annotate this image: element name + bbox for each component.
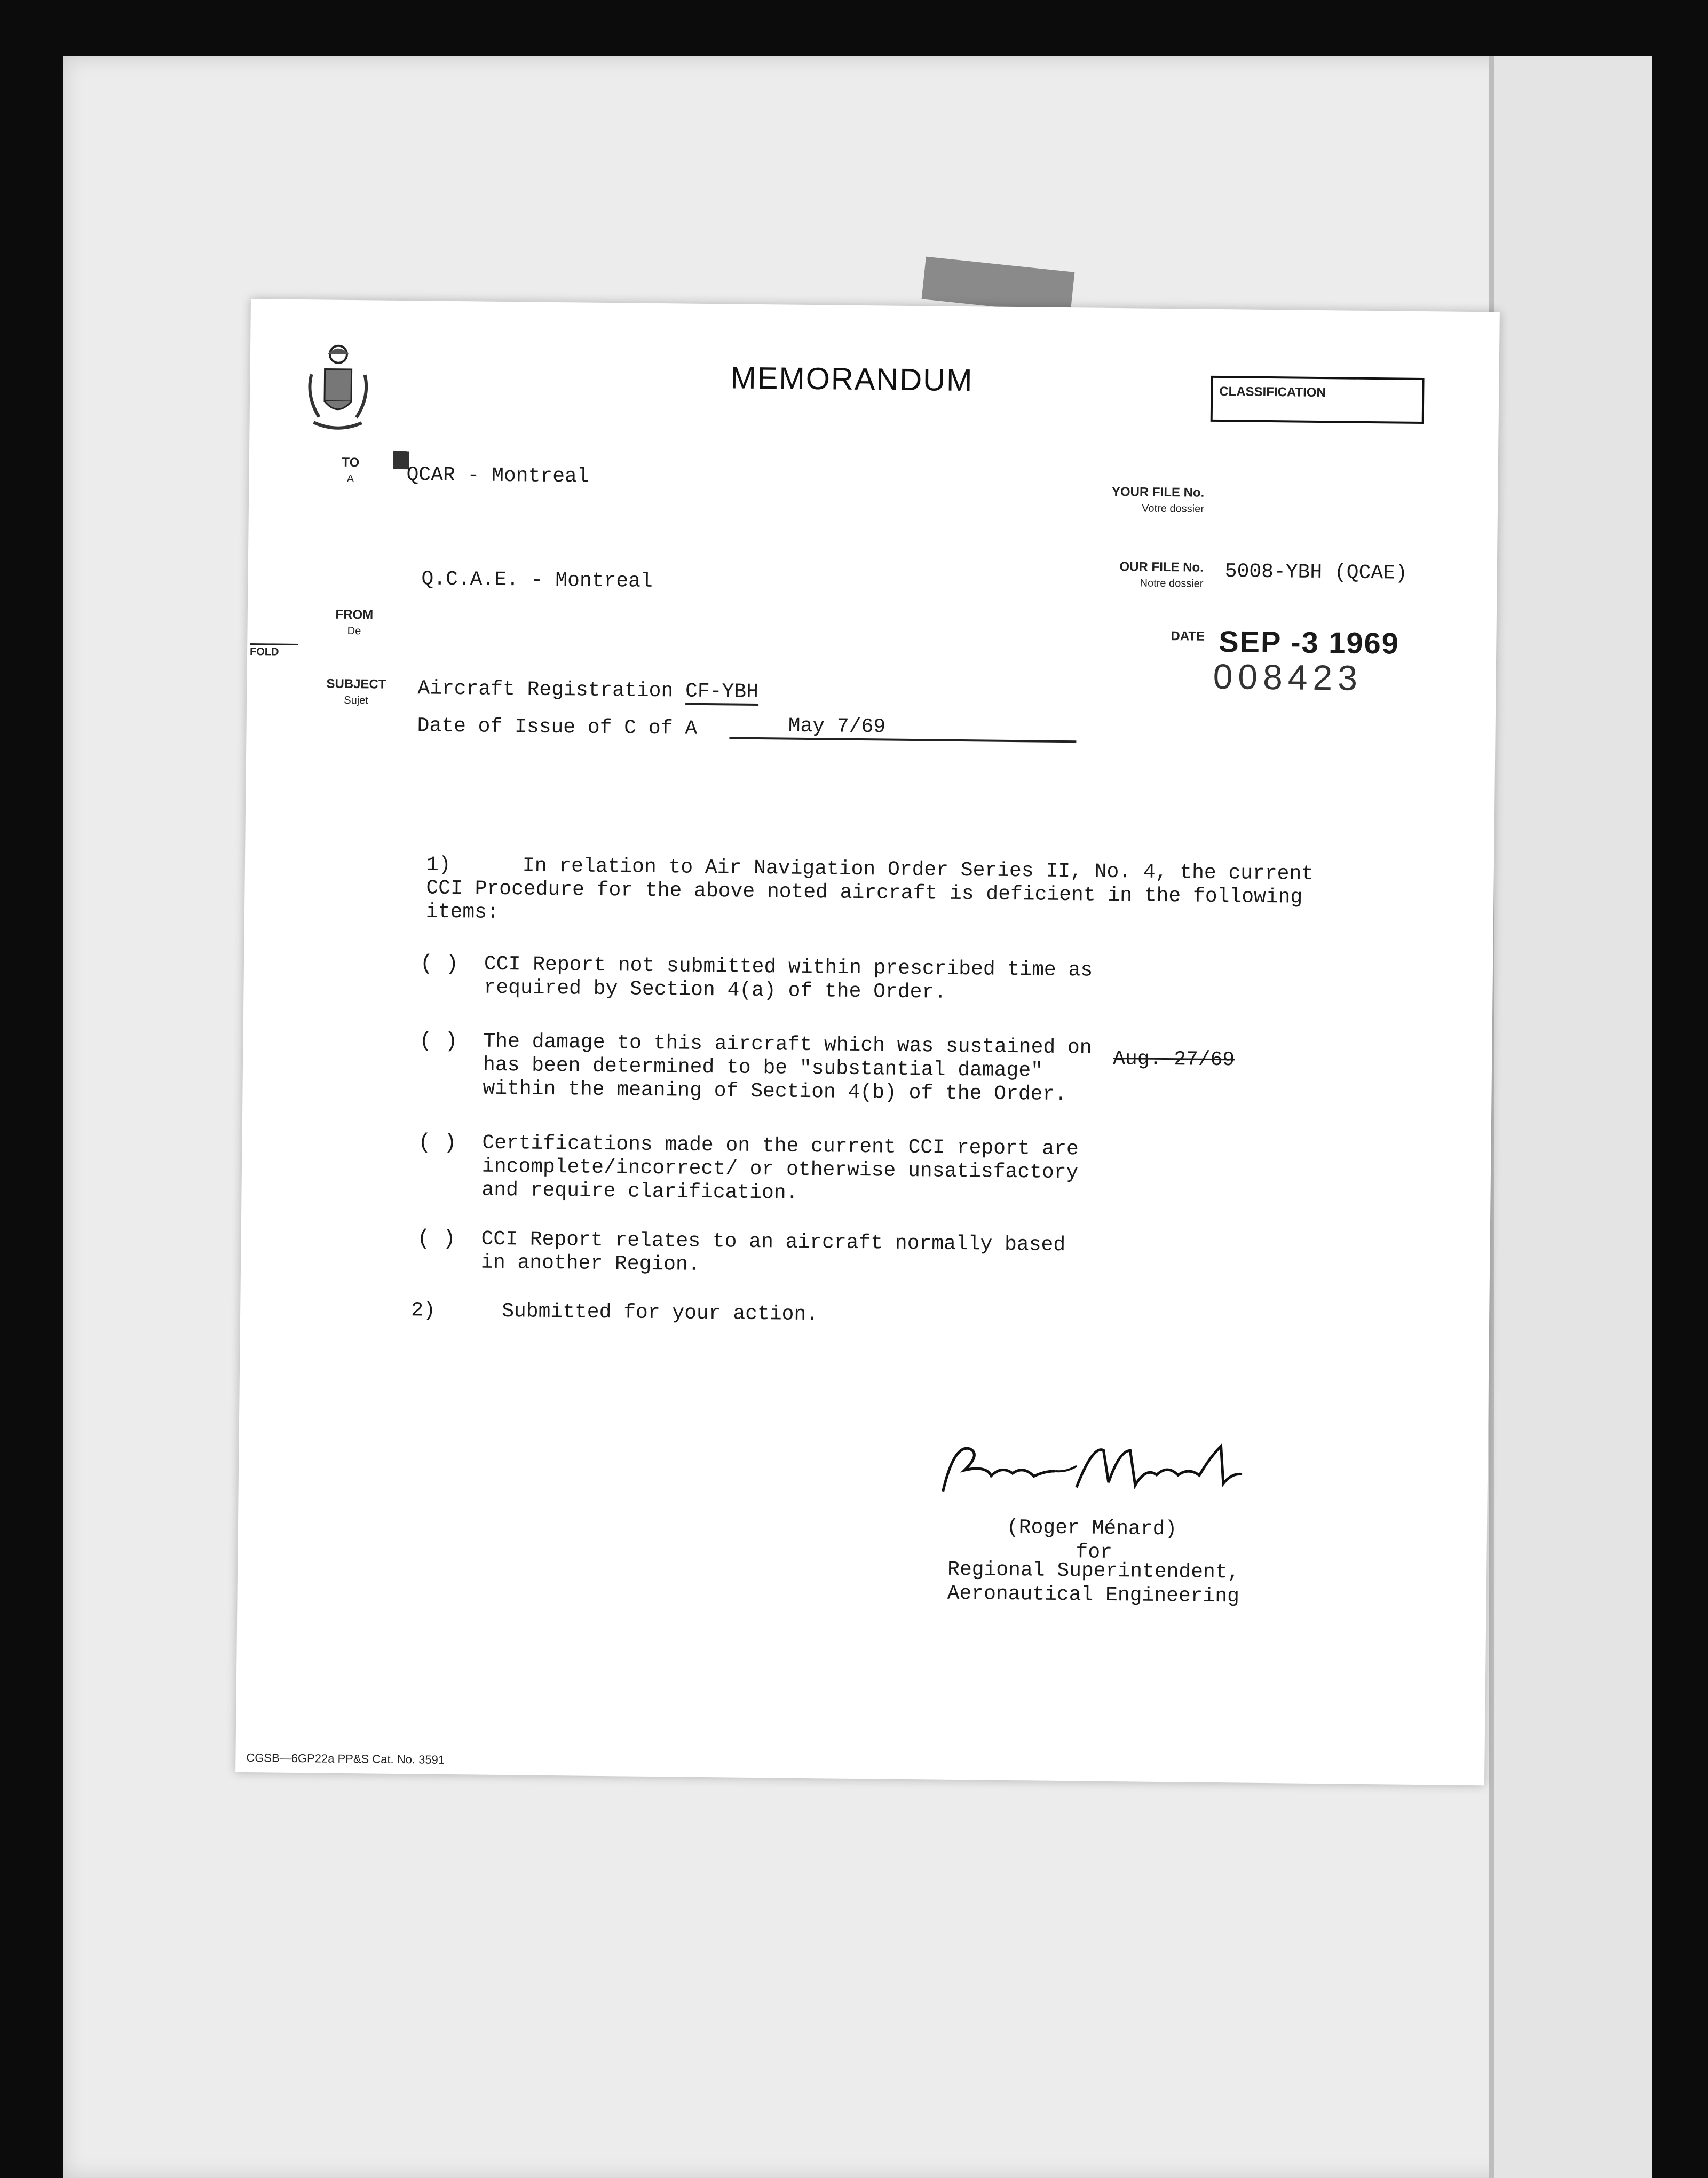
coa-prefix: Date of Issue of C of A (417, 714, 698, 740)
subject-registration-prefix: Aircraft Registration (417, 677, 674, 703)
classification-box (1211, 376, 1425, 424)
signatory-name: (Roger Ménard) (1006, 1516, 1177, 1541)
item-1-checkbox: ( ) (420, 952, 459, 977)
to-label: TO A (342, 455, 360, 485)
paragraph-1-number: 1) (426, 853, 451, 877)
memorandum-sheet (235, 299, 1500, 1785)
form-footer: CGSB—6GP22a PP&S Cat. No. 3591 (246, 1751, 445, 1766)
from-value: Q.C.A.E. - Montreal (421, 567, 653, 593)
item-3-text: Certifications made on the current CCI report are incomplete/incorrect/ or otherwise unsatisfactory and require clarification. (481, 1131, 1079, 1205)
item-4-text: CCI Report relates to an aircraft normally based in another Region. (480, 1227, 1066, 1276)
your-file-label: YOUR FILE No. Votre dossier (1111, 484, 1205, 515)
fold-mark: FOLD (250, 643, 298, 659)
paragraph-2-number: 2) (410, 1299, 436, 1322)
serial-stamp: 008423 (1213, 656, 1363, 698)
coa-date: May 7/69 (729, 714, 1076, 743)
item-4-checkbox: ( ) (417, 1227, 456, 1252)
signatory-title-1: Regional Superintendent, (947, 1558, 1240, 1584)
paragraph-2-text: Submitted for your action. (501, 1300, 819, 1327)
item-2-checkbox: ( ) (419, 1029, 458, 1054)
memo-title: MEMORANDUM (730, 360, 974, 398)
signatory-title-2: Aeronautical Engineering (947, 1582, 1240, 1608)
our-file-value: 5008-YBH (QCAE) (1224, 560, 1408, 585)
coat-of-arms-icon (303, 342, 373, 433)
item-2-damage-date: Aug. 27/69 (1112, 1047, 1235, 1072)
paragraph-1-text: In relation to Air Navigation Order Series II, No. 4, the current CCI Procedure for the above noted aircraft is deficient in the following items: (425, 854, 1314, 924)
our-file-label: OUR FILE No. Notre dossier (1119, 559, 1204, 590)
board-right-flap (1494, 56, 1652, 2178)
to-value: QCAR - Montreal (406, 463, 589, 488)
right-scan-border (1652, 0, 1708, 2178)
classification-label: CLASSIFICATION (1219, 384, 1326, 400)
item-3-checkbox: ( ) (418, 1131, 457, 1156)
date-label: DATE (1171, 629, 1205, 644)
from-label: FROM De (335, 607, 374, 637)
subject-registration: CF-YBH (685, 680, 758, 706)
handwritten-signature (932, 1432, 1253, 1505)
date-stamp: SEP -3 1969 (1219, 625, 1400, 660)
signature-for: for (1076, 1541, 1113, 1565)
top-scan-border (0, 0, 1708, 61)
item-1-text: CCI Report not submitted within prescribed time as required by Section 4(a) of the Order. (484, 952, 1093, 1004)
subject-line-1 (417, 677, 758, 704)
item-2-text: The damage to this aircraft which was sustained on has been determined to be "substantial damage" within the meaning of Section 4(b) of the Order. (483, 1030, 1092, 1107)
subject-line-2 (417, 714, 697, 740)
left-scan-border (0, 0, 63, 2178)
subject-label: SUBJECT Sujet (326, 676, 386, 707)
